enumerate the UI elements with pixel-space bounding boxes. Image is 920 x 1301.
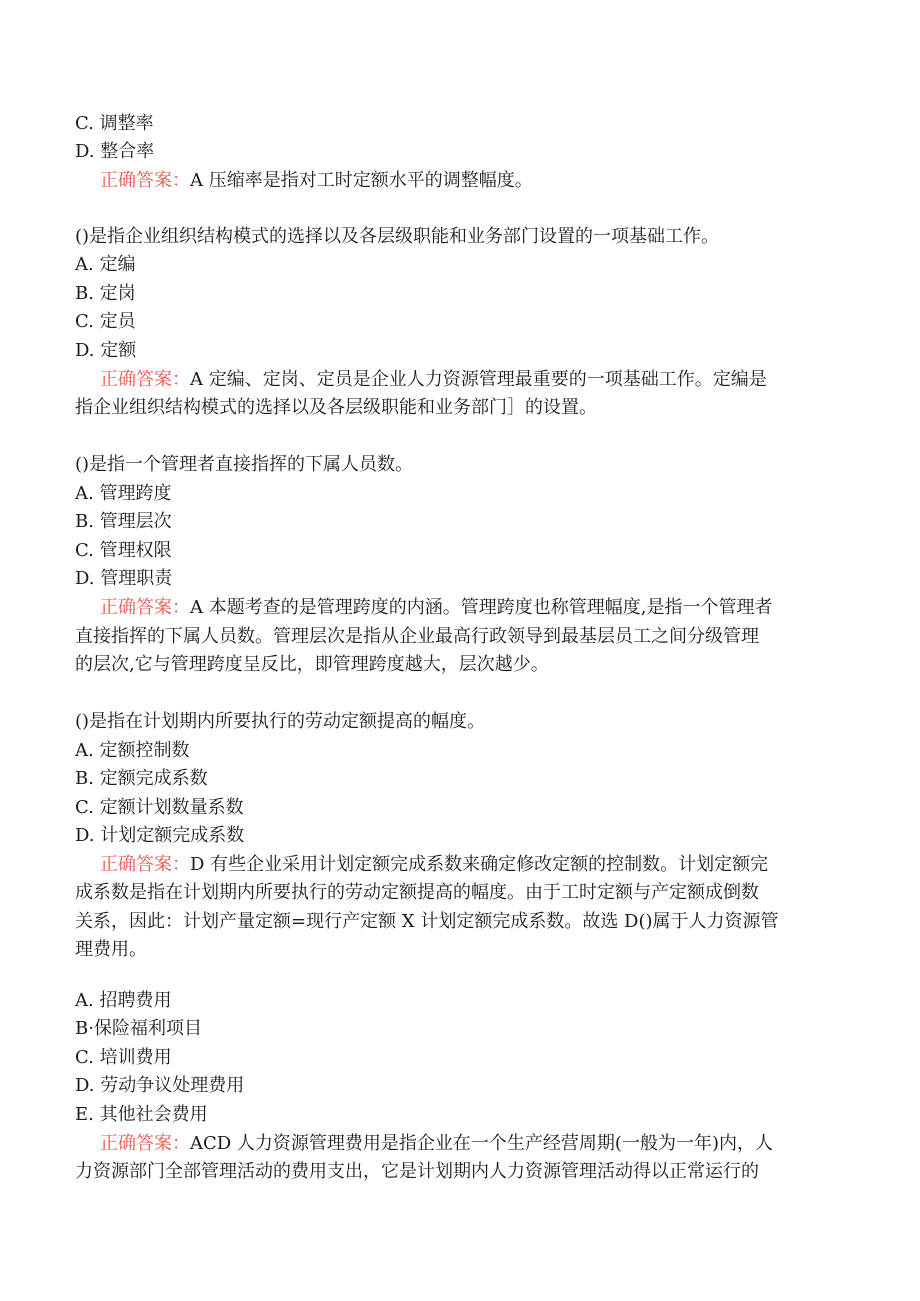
answer-label: 正确答案： [100, 597, 190, 618]
answer-label: 正确答案： [100, 854, 190, 875]
option: D. 整合率 [75, 141, 155, 162]
answer-continuation: 理费用。 [75, 939, 147, 960]
answer-continuation: 的层次,它与管理跨度呈反比，即管理跨度越大，层次越少。 [75, 654, 549, 675]
answer-text: ACD 人力资源管理费用是指企业在一个生产经营周期(一般为一年)内，人 [190, 1133, 773, 1154]
option: A. 定额控制数 [75, 740, 190, 761]
answer-continuation: 关系，因此：计划产量定额=现行产定额 X 计划定额完成系数。故选 D()属于人力资源管 [75, 911, 779, 932]
option: D. 计划定额完成系数 [75, 825, 245, 846]
answer-continuation: 成系数是指在计划期内所要执行的劳动定额提高的幅度。由于工时定额与产定额成倒数 [75, 882, 759, 903]
question: ()是指企业组织结构模式的选择以及各层级职能和业务部门设置的一项基础工作。 [75, 226, 720, 247]
answer [100, 851, 768, 879]
answer-text: D 有些企业采用计划定额完成系数来确定修改定额的控制数。计划定额完 [190, 854, 769, 875]
option: D. 劳动争议处理费用 [75, 1075, 245, 1096]
option: C. 定额计划数量系数 [75, 797, 244, 818]
option: D. 定额 [75, 340, 137, 361]
option: C. 培训费用 [75, 1047, 172, 1068]
option: B·保险福利项目 [75, 1018, 202, 1039]
option: D. 管理职责 [75, 568, 173, 589]
question: ()是指在计划期内所要执行的劳动定额提高的幅度。 [75, 711, 486, 732]
answer-label: 正确答案： [100, 369, 190, 390]
answer [100, 1130, 773, 1158]
answer [100, 594, 772, 622]
option: E. 其他社会费用 [75, 1104, 208, 1125]
option: B. 定岗 [75, 283, 136, 304]
answer-text: A 定编、定岗、定员是企业人力资源管理最重要的一项基础工作。定编是 [190, 369, 767, 390]
answer [100, 366, 840, 394]
answer-text: A 压缩率是指对工时定额水平的调整幅度。 [190, 170, 533, 191]
option: B. 定额完成系数 [75, 768, 208, 789]
answer-continuation: 力资源部门全部管理活动的费用支出，它是计划期内人力资源管理活动得以正常运行的 [75, 1161, 759, 1182]
option: A. 定编 [75, 254, 136, 275]
answer-label: 正确答案： [100, 1133, 190, 1154]
option: A. 管理跨度 [75, 483, 172, 504]
option: C. 定员 [75, 311, 136, 332]
option: B. 管理层次 [75, 511, 172, 532]
answer-continuation: 直接指挥的下属人员数。管理层次是指从企业最高行政领导到最基层员工之间分级管理 [75, 626, 759, 647]
option: C. 调整率 [75, 113, 154, 134]
question: ()是指一个管理者直接指挥的下属人员数。 [75, 454, 414, 475]
option: C. 管理权限 [75, 540, 172, 561]
answer-text: A 本题考查的是管理跨度的内涵。管理跨度也称管理幅度,是指一个管理者 [190, 597, 773, 618]
answer [100, 167, 533, 195]
option: A. 招聘费用 [75, 990, 172, 1011]
answer-continuation: 指企业组织结构模式的选择以及各层级职能和业务部门］的设置。 [75, 397, 597, 418]
answer-label: 正确答案： [100, 170, 190, 191]
